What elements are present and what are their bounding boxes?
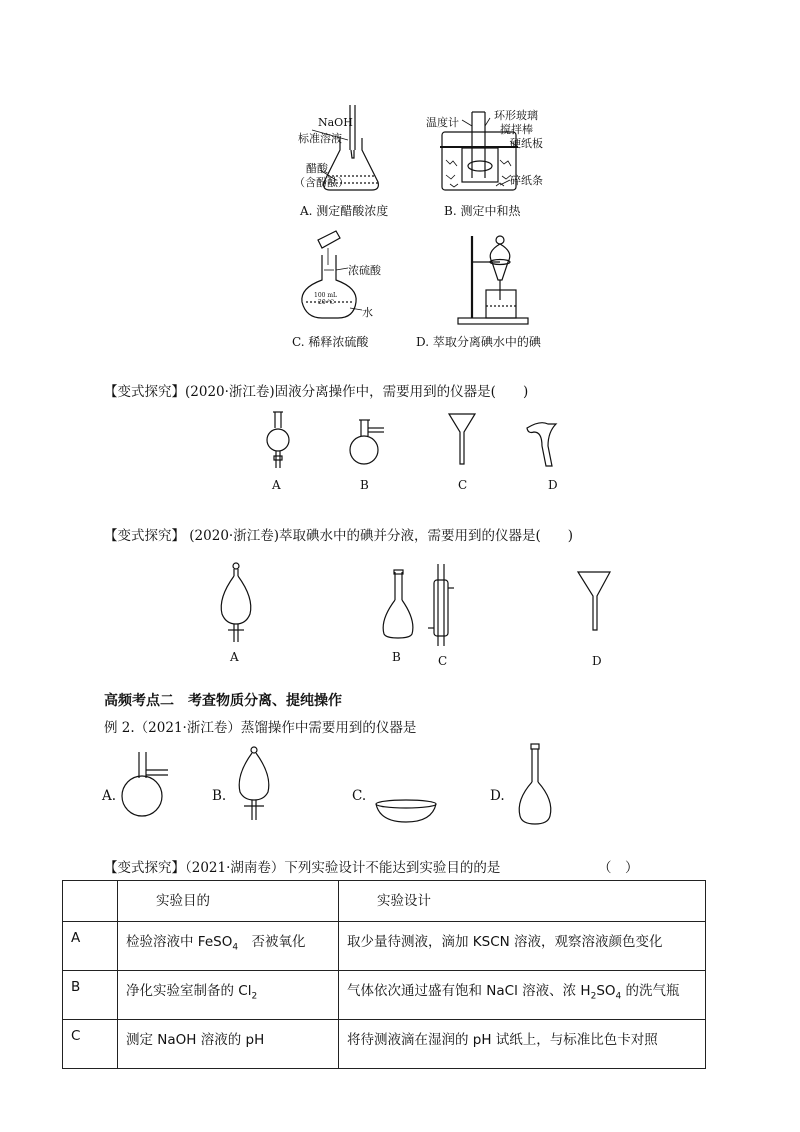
q3-prefix: 【变式探究】	[104, 860, 185, 876]
table-row[interactable]	[63, 922, 706, 971]
q1-prefix: 【变式探究】	[104, 384, 185, 400]
ex2-distilling-flask-a-drawing	[122, 752, 168, 816]
naoh-label-2: 标准溶液	[298, 132, 342, 145]
row-design: 取少量待测液，滴加 KSCN 溶液，观察溶液颜色变化	[339, 922, 706, 971]
q1-option-a[interactable]: A	[272, 478, 281, 492]
thermometer-label: 温度计	[426, 116, 459, 129]
cardboard-label: 硬纸板	[510, 137, 543, 150]
ex2-separatory-funnel-b-drawing	[239, 747, 269, 820]
header-cell-design: 实验设计	[339, 881, 706, 922]
row-label: B	[63, 971, 118, 1020]
naoh-label: NaOH	[318, 116, 353, 129]
q1-option-d[interactable]: D	[548, 478, 558, 492]
example-2: 例 2.（2021·浙江卷）蒸馏操作中需要用到的仪器是	[104, 720, 417, 736]
acid-conc-label: 浓硫酸	[348, 264, 381, 277]
q2-option-c[interactable]: C	[438, 654, 448, 668]
row-design: 将待测液滴在湿润的 pH 试纸上，与标准比色卡对照	[339, 1020, 706, 1069]
water-label: 水	[362, 306, 373, 319]
paper-label: 碎纸条	[510, 174, 543, 187]
table-row[interactable]	[63, 1020, 706, 1069]
q1-option-b[interactable]: B	[360, 478, 369, 492]
row-label: A	[63, 922, 118, 971]
question-3	[104, 856, 500, 876]
table-header-row	[63, 881, 706, 922]
q1-option-c[interactable]: C	[458, 478, 468, 492]
stirrer-label: 环形玻璃	[494, 109, 538, 122]
ex2-option-b[interactable]: B.	[212, 788, 227, 804]
q2-prefix: 【变式探究】	[104, 528, 185, 544]
section-heading: 高频考点二 考查物质分离、提纯操作	[104, 693, 342, 709]
header-cell-purpose: 实验目的	[118, 881, 339, 922]
acid-label-2: （含酚酞）	[294, 176, 349, 189]
row-purpose: 检验溶液中 FeSO$_4$ 否被氧化	[118, 922, 339, 971]
ex2-option-c[interactable]: C.	[352, 788, 367, 804]
caption-b: B. 测定中和热	[444, 204, 521, 218]
q3-text: （2021·湖南卷）下列实验设计不能达到实验目的的是	[185, 860, 501, 876]
caption-a: A. 测定醋酸浓度	[300, 204, 389, 218]
q2-text: (2020·浙江卷)萃取碘水中的碘并分液，需要用到的仪器是( )	[185, 528, 574, 544]
q2-option-d[interactable]: D	[592, 654, 602, 668]
ex2-volumetric-flask-d-drawing	[519, 744, 551, 824]
ex2-option-a[interactable]: A.	[102, 788, 117, 804]
caption-d: D. 萃取分离碘水中的碘	[416, 335, 541, 349]
header-cell-label	[63, 881, 118, 922]
flask-volume-mark: 100 mL	[314, 292, 338, 299]
flask-temp-mark: 20 ℃	[318, 299, 335, 306]
row-label: C	[63, 1020, 118, 1069]
table-row[interactable]	[63, 971, 706, 1020]
answer-paren[interactable]: （ ）	[598, 860, 639, 876]
q1-text: (2020·浙江卷)固液分离操作中，需要用到的仪器是( )	[185, 384, 529, 400]
q2-option-b[interactable]: B	[392, 650, 401, 664]
row-purpose: 测定 NaOH 溶液的 pH	[118, 1020, 339, 1069]
q2-option-a[interactable]: A	[230, 650, 239, 664]
caption-c: C. 稀释浓硫酸	[292, 335, 369, 349]
experiment-table	[62, 880, 706, 1069]
acid-label: 醋酸	[306, 162, 328, 175]
ex2-evaporating-dish-c-drawing	[376, 800, 436, 822]
stirrer-label-2: 搅拌棒	[500, 123, 533, 136]
row-design: 气体依次通过盛有饱和 NaCl 溶液、浓 $H_2SO_4$ 的洗气瓶	[339, 971, 706, 1020]
row-purpose: 净化实验室制备的 $Cl_2$	[118, 971, 339, 1020]
ex2-option-d[interactable]: D.	[490, 788, 505, 804]
